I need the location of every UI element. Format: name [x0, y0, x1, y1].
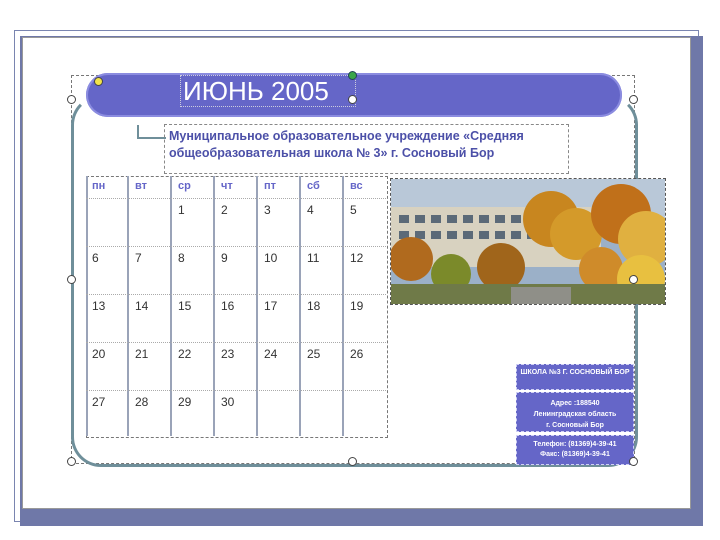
resize-handle-middle-right[interactable]	[629, 275, 638, 284]
calendar-day-cell[interactable]: 16	[221, 299, 235, 313]
calendar-day-cell[interactable]: 28	[135, 395, 149, 409]
calendar-column-divider	[213, 176, 215, 436]
calendar-day-cell[interactable]: 22	[178, 347, 192, 361]
calendar-column-divider	[342, 176, 344, 436]
school-photo[interactable]	[390, 178, 666, 305]
calendar-day-cell[interactable]	[301, 390, 341, 438]
calendar-column-divider	[299, 176, 301, 436]
calendar-day-cell[interactable]: 26	[350, 347, 364, 361]
resize-handle-top-left[interactable]	[67, 95, 76, 104]
resize-handle-bottom-left[interactable]	[67, 457, 76, 466]
calendar-day-cell[interactable]	[258, 390, 298, 438]
calendar-day-cell[interactable]: 4	[307, 203, 314, 217]
calendar-day-cell[interactable]: 23	[221, 347, 235, 361]
calendar-day-cell[interactable]: 10	[264, 251, 278, 265]
calendar-column-divider	[170, 176, 172, 436]
calendar-day-cell[interactable]: 12	[350, 251, 364, 265]
weekday-header: сб	[307, 180, 320, 192]
calendar-day-cell[interactable]: 14	[135, 299, 149, 313]
resize-handle-bottom-center[interactable]	[348, 457, 357, 466]
calendar-row-divider	[86, 198, 386, 200]
calendar-day-cell[interactable]: 25	[307, 347, 321, 361]
resize-handle-middle-left[interactable]	[67, 275, 76, 284]
calendar-day-cell[interactable]: 11	[307, 251, 320, 265]
calendar-row-divider	[86, 342, 386, 344]
weekday-header: чт	[221, 180, 233, 192]
calendar-day-cell[interactable]: 9	[221, 251, 228, 265]
resize-handle-top-center[interactable]	[348, 95, 357, 104]
calendar-day-cell[interactable]: 15	[178, 299, 192, 313]
weekday-header: вт	[135, 180, 148, 192]
calendar-day-cell[interactable]: 3	[264, 203, 271, 217]
calendar-day-cell[interactable]: 8	[178, 251, 185, 265]
calendar-day-cell[interactable]	[86, 198, 126, 246]
calendar-day-cell[interactable]: 17	[264, 299, 278, 313]
rotate-handle[interactable]	[348, 71, 357, 80]
calendar-row-divider	[86, 294, 386, 296]
resize-handle-bottom-right[interactable]	[629, 457, 638, 466]
calendar-day-cell[interactable]: 19	[350, 299, 364, 313]
calendar-day-cell[interactable]: 20	[92, 347, 106, 361]
address-line-3: г. Сосновый Бор	[546, 422, 604, 429]
calendar-column-divider	[127, 176, 129, 436]
calendar-day-cell[interactable]: 30	[221, 395, 235, 409]
calendar-row-divider	[86, 246, 386, 248]
weekday-header: ср	[178, 180, 191, 192]
school-name: ШКОЛА №3 Г. СОСНОВЫЙ БОР	[520, 369, 630, 376]
calendar-day-cell[interactable]: 27	[92, 395, 106, 409]
callout-connector	[137, 125, 166, 139]
calendar-day-cell[interactable]: 7	[135, 251, 142, 265]
calendar-row-divider	[86, 390, 386, 392]
calendar-day-cell[interactable]: 13	[92, 299, 106, 313]
calendar-column-divider	[256, 176, 258, 436]
contacts-box[interactable]	[516, 435, 634, 465]
weekday-header: пн	[92, 180, 106, 192]
calendar-day-cell[interactable]: 29	[178, 395, 192, 409]
resize-handle-top-right[interactable]	[629, 95, 638, 104]
calendar-column-divider	[86, 176, 88, 436]
calendar-day-cell[interactable]: 21	[135, 347, 149, 361]
calendar-day-cell[interactable]	[344, 390, 384, 438]
school-name-box[interactable]	[516, 364, 634, 390]
address-line-1: Адрес :188540	[550, 400, 600, 407]
calendar-day-cell[interactable]	[129, 198, 169, 246]
calendar-day-cell[interactable]: 2	[221, 203, 228, 217]
calendar-day-cell[interactable]: 1	[178, 203, 185, 217]
subtitle-textbox[interactable]: Муниципальное образовательное учреждение «Средняя общеобразовательная школа № 3» г. Сосновый Бор	[164, 124, 569, 174]
calendar-day-cell[interactable]: 24	[264, 347, 278, 361]
address-box[interactable]	[516, 392, 634, 432]
weekday-header: пт	[264, 180, 277, 192]
calendar-day-cell[interactable]: 18	[307, 299, 321, 313]
calendar-day-cell[interactable]: 6	[92, 251, 99, 265]
calendar-day-cell[interactable]: 5	[350, 203, 357, 217]
address-line-2: Ленинградская область	[533, 411, 617, 418]
phone-text: Телефон: (81369)4-39-41	[533, 441, 617, 448]
page-title[interactable]: ИЮНЬ 2005	[180, 75, 356, 107]
adjust-handle[interactable]	[94, 77, 103, 86]
weekday-header: вс	[350, 180, 363, 192]
fax-text: Факс: (81369)4-39-41	[540, 451, 610, 458]
